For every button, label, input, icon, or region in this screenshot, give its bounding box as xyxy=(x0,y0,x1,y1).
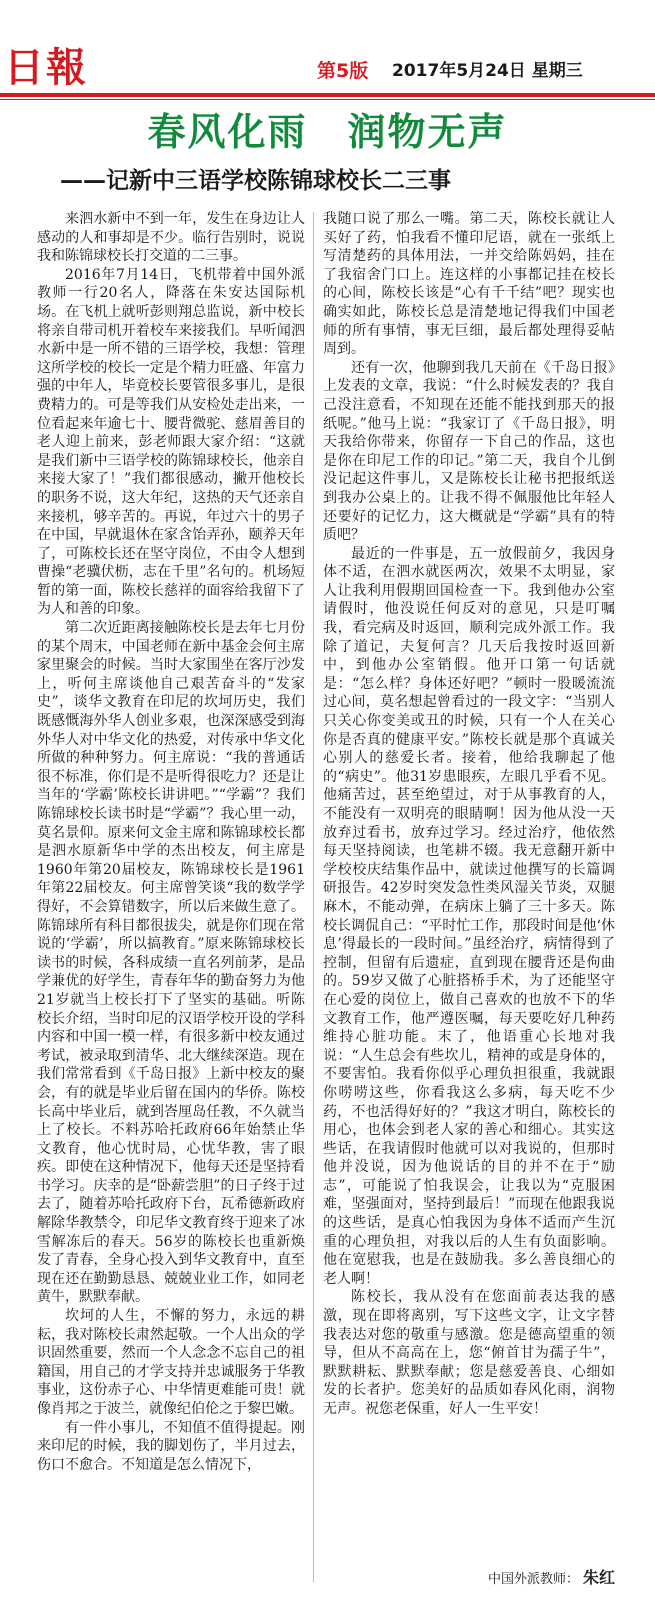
page-number: 第5版 xyxy=(317,60,369,82)
paragraph: 最近的一件事是，五一放假前夕，我因身体不适，在泗水就医两次，效果不太明显，家人让我利用假期回国检查一下。我到他办公室请假时，他没说任何反对的意见，只是叮嘱我，看完病及时返回，顺利完成外派工作。我除了道记，夫复何言？几天后我按时返回新中，到他办公室销假。他开口第一句话就是：“怎么样？身体还好吧？”顿时一股暖流流过心间，莫名想起曾看过的一段文字：“当别人只关心你变美或丑的时候，只有一个人在关心你是否真的健康平安。”陈校长就是那个真诚关心别人的慈爱长者。接着，他给我聊起了他的“病史”。他31岁患眼疾，左眼几乎看不见。他痛苦过，甚至绝望过，对于从事教育的人，不能没有一双明亮的眼睛啊！因为他从没一天放弃过看书，放弃过学习。经过治疗，他依然每天坚持阅读，也笔耕不辍。我无意翻开新中学校校庆结集作品中，就读过他撰写的长篇调研报告。42岁时突发急性类风湿关节炎，双腿麻木，不能动弹，在病床上躺了三十多天。陈校长调侃自己：“平时忙工作，那段时间是他‘休息’得最长的一段时间。”虽经治疗，病情得到了控制，但留有后遗症，直到现在腰背还是佝曲的。59岁又做了心脏搭桥手术，为了还能坚守在心爱的岗位上，做自己喜欢的也放不下的华文教育工作，他严遵医嘱，每天要吃好几种药维持心脏功能。末了，他语重心长地对我说：“人生总会有些坎儿，精神的或是身体的，不要害怕。我看你似乎心理负担很重，我就跟你唠唠这些，你看我这么多病，每天吃不少药，不也活得好好的？”我这才明白，陈校长的用心，也体会到老人家的善心和细心。其实这些话，在我请假时他就可以对我说的，但那时他并没说，因为他说话的目的并不在于“励志”，可能说了怕我误会，让我以为“克服困难，坚强面对，坚持到最后！”而现在他跟我说的这些话，是真心怕我因为身体不适而产生沉重的心理负担，对我以后的人生有负面影响。他在宽慰我，也是在鼓励我。多么善良细心的老人啊！ xyxy=(323,545,615,1287)
paragraph: 我随口说了那么一嘴。第二天，陈校长就让人买好了药，怕我看不懂印尼语，就在一张纸上写清楚药的具体用法，一并交给陈妈妈，挂在了我宿舍门口上。连这样的小事都记挂在校长的心间，陈校长该是“心有千千结”吧？现实也确实如此，陈校长总是清楚地记得我们中国老师的所有事情，事无巨细，最后都处理得妥帖周到。 xyxy=(323,211,615,358)
paragraph: 第二次近距离接触陈校长是去年七月份的某个周末，中国老师在新中基金会何主席家里聚会的时候。当时大家围坐在客厅沙发上，听何主席谈他自己艰苦奋斗的“发家史”，谈华文教育在印尼的坎坷历史，我们既感慨海外华人创业多艰，也深深感受到海外华人对中华文化的热爱，对传承中华文化所做的种种努力。何主席说：“我的普通话很不标准，你们是不是听得很吃力？还是让当年的‘学霸’陈校长讲讲吧。”“学霸”？我们陈锦球校长读书时是“学霸”？我心里一动，莫名景仰。原来何文金主席和陈锦球校长都是泗水原新华中学的杰出校友，何主席是1960年第20届校友，陈锦球校长是1961年第22届校友。何主席曾笑谈“我的数学学得好，不会算错数字，所以后来做生意了。陈锦球所有科目都很拔尖，就是你们现在常说的‘学霸’，所以搞教育。”原来陈锦球校长读书的时候，各科成绩一直名列前茅，是品学兼优的好学生，青春年华的勤奋努力为他21岁就当上校长打下了坚实的基础。听陈校长介绍，当时印尼的汉语学校开设的学科内容和中国一模一样，有很多新中校友通过考试，被录取到清华、北大继续深造。现在我们常常看到《千岛日报》上新中校友的聚会，有的就是毕业后留在国内的华侨。陈校长高中毕业后，就到峇厘岛任教，不久就当上了校长。不料苏哈托政府66年始禁止华文教育，他心忧时局，心忧华教，害了眼疾。即使在这种情况下，他每天还是坚持看书学习。庆幸的是“卧薪尝胆”的日子终于过去了，随着苏哈托政府下台，瓦希德新政府解除华教禁令，印尼华文教育终于迎来了冰雪解冻后的春天。56岁的陈校长也重新焕发了青春，全身心投入到华文教育中，直至现在还在勤勤恳恳、兢兢业业工作，如同老黄牛，默默奉献。 xyxy=(37,620,305,1306)
article-subhead: ——记新中三语学校陈锦球校长二三事 xyxy=(60,168,451,194)
author-byline xyxy=(488,1568,615,1590)
paragraph: 陈校长，我从没有在您面前表达我的感激，现在即将离别，写下这些文字，让文字替我表达对您的敬重与感激。您是德高望重的领导，但从不高高在上，您“俯首甘为孺子牛”，默默耕耘、默默奉献；您是慈爱善良、心细如发的长者护。您美好的品质如春风化雨，润物无声。祝您老保重，好人一生平安！ xyxy=(323,1289,615,1417)
masthead-rule-thin xyxy=(0,99,655,100)
paragraph: 来泗水新中不到一年，发生在身边让人感动的人和事却是不少。临行告别时，说说我和陈锦球校长打交道的二三事。 xyxy=(37,211,305,265)
column-divider xyxy=(313,212,314,1582)
newspaper-logo: 日報 xyxy=(4,44,88,91)
paragraph: 2016年7月14日，飞机带着中国外派教师一行20名人，降落在朱安达国际机场。在飞机上就听彭则翔总监说，新中校长将亲自带司机开着校车来接我们。早听闻泗水新中是一所不错的三语学校，我想：管理这所学校的校长一定是个精力旺盛、年富力强的中年人，毕竟校长要管很多事儿，是很费精力的。可是等我们从安检处走出来，一位看起来年逾七十、腰背微驼、慈眉善目的老人迎上前来，彭老师跟大家介绍：“这就是我们新中三语学校的陈锦球校长，他亲自来接大家了！”我们都很感动，撇开他校长的职务不说，这大年纪，这热的天气还亲自来接机，够辛苦的。再说，年过六十的男子在中国，早就退休在家含饴弄孙，颐养天年了，可陈校长还在坚守岗位，不由令人想到曹操“老骥伏枥，志在千里”名句的。机场短暂的第一面，陈校长慈祥的面容给我留下了为人和善的印象。 xyxy=(37,266,305,618)
article-headline: 春风化雨 润物无声 xyxy=(147,109,508,154)
byline-prefix: 中国外派教师： xyxy=(487,1572,579,1587)
paragraph: 有一件小事儿，不知值不值得提起。刚来印尼的时候，我的脚划伤了，半月过去，伤口不愈合。不知道是怎么情况下， xyxy=(37,1419,305,1473)
article-column-left xyxy=(37,210,305,1474)
issue-date: 2017年5月24日 星期三 xyxy=(392,61,583,81)
author-name: 朱红 xyxy=(582,1568,615,1587)
masthead-rule xyxy=(0,93,655,97)
paragraph: 坎坷的人生，不懈的努力，永远的耕耘，我对陈校长肃然起敬。一个人出众的学识固然重要，然而一个人念念不忘自己的祖籍国，用自己的才学支持并忠诚服务于华教事业，这份赤子心、中华情更难能可贵！就像肖邦之于波兰，就像纪伯伦之于黎巴嫩。 xyxy=(37,1308,305,1417)
masthead xyxy=(0,0,655,96)
article-column-right xyxy=(323,210,615,1419)
paragraph: 还有一次，他聊到我几天前在《千岛日报》上发表的文章，我说：“什么时候发表的？我自己没注意看，不知现在还能不能找到那天的报纸呢。”他马上说：“我家订了《千岛日报》，明天我给你带来，你留存一下自己的作品，这也是你在印尼工作的印记。”第二天，我自个儿倒没记起这件事儿，又是陈校长让秘书把报纸送到我办公桌上的。让我不得不佩服他比年轻人还要好的记忆力，这大概就是“学霸”具有的特质吧？ xyxy=(323,359,615,544)
